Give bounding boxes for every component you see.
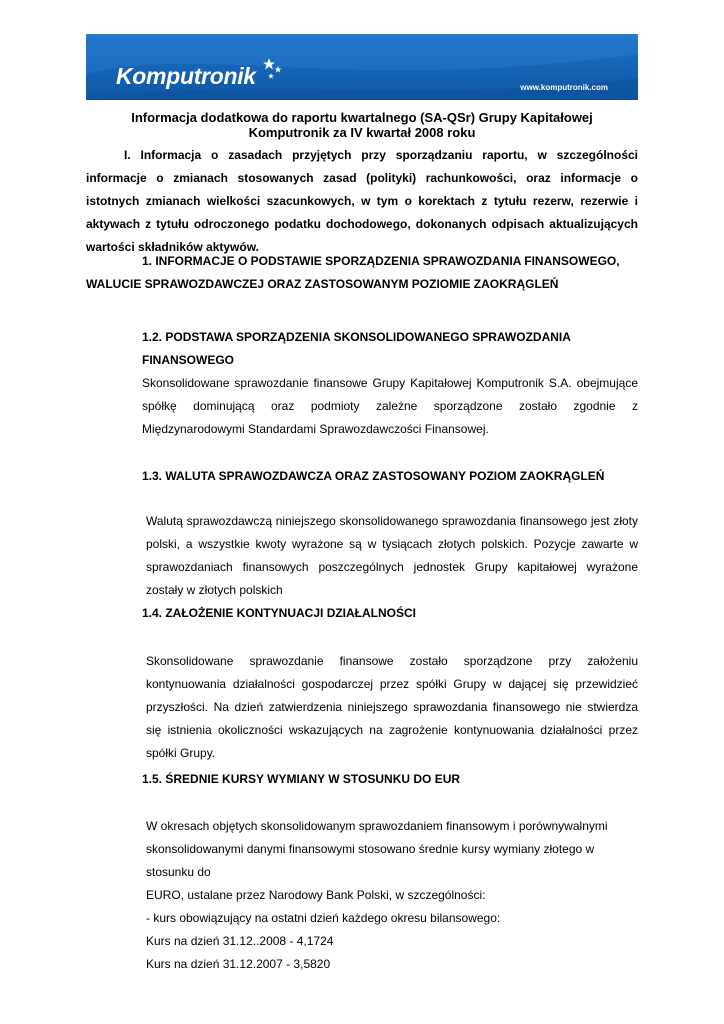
- document-title: [86, 110, 638, 140]
- website-url: www.komputronik.com: [520, 83, 608, 92]
- section-1-heading-text: 1. INFORMACJE O PODSTAWIE SPORZĄDZENIA SPRAWOZDANIA FINANSOWEGO, WALUCIE SPRAWOZDAWCZEJ ORAZ ZASTOSOWANYM POZIOMIE ZAOKRĄGLEŃ: [86, 254, 620, 291]
- exchange-text-line: skonsolidowanymi danymi finansowymi stosowano średnie kursy wymiany złotego w stosunku do: [146, 842, 595, 879]
- section-1-4-heading: 1.4. ZAŁOŻENIE KONTYNUACJI DZIAŁALNOŚCI: [142, 606, 417, 620]
- section-1-heading: [86, 250, 638, 296]
- exchange-rate-2008: Kurs na dzień 31.12..2008 - 4,1724: [146, 934, 334, 948]
- exchange-rate-2007: Kurs na dzień 31.12.2007 - 3,5820: [146, 957, 331, 971]
- exchange-text-line: EURO, ustalane przez Narodowy Bank Polski, w szczególności:: [146, 888, 486, 902]
- company-logo: Komputronik: [116, 63, 256, 89]
- logo-stars-icon: [260, 58, 284, 82]
- section-1-3-text: Walutą sprawozdawczą niniejszego skonsolidowanego sprawozdania finansowego jest złoty polski, a wszystkie kwoty wyrażone są w tysiącach złotych polskich. Pozycje zawarte w sprawozdaniach finansowych poszczególnych jednostek Grupy kapitałowej wyrażone zostały w złotych polskich: [146, 514, 638, 597]
- exchange-text-line: W okresach objętych skonsolidowanym sprawozdaniem finansowym i porównywalnymi: [146, 819, 608, 833]
- section-1-4-text: Skonsolidowane sprawozdanie finansowe zostało sporządzone przy założeniu kontynuowania działalności gospodarczej przez spółki Grupy w dającej się przewidzieć przyszłości. Na dzień zatwierdzenia niniejszego sprawozdania finansowego nie stwierdza się istnienia okoliczności wskazujących na zagrożenie kontynuowania działalności przez spółki Grupy.: [146, 654, 638, 760]
- intro-text: I. Informacja o zasadach przyjętych przy sporządzaniu raportu, w szczególności informacje o zmianach stosowanych zasad (polityki) rachunkowości, oraz informacje o istotnych zmianach wielkości szacunkowych, w tym o korektach z tytułu rezerw, rezerwie i aktywach z tytułu odroczonego podatku dochodowego, dokonanych odpisach aktualizujących wartości składników aktywów.: [86, 148, 638, 254]
- intro-paragraph: [86, 144, 638, 259]
- exchange-text-line: - kurs obowiązujący na ostatni dzień każdego okresu bilansowego:: [146, 911, 501, 925]
- section-1-5-heading: 1.5. ŚREDNIE KURSY WYMIANY W STOSUNKU DO EUR: [142, 772, 461, 786]
- section-1-3-heading: 1.3. WALUTA SPRAWOZDAWCZA ORAZ ZASTOSOWANY POZIOM ZAOKRĄGLEŃ: [142, 469, 605, 483]
- section-1-2-text: Skonsolidowane sprawozdanie finansowe Grupy Kapitałowej Komputronik S.A. obejmujące spółkę dominującą oraz podmioty zależne sporządzone zostało zgodnie z Międzynarodowymi Standardami Sprawozdawczości Finansowej.: [142, 376, 638, 436]
- title-line-2: Komputronik za IV kwartał 2008 roku: [248, 125, 476, 140]
- title-line-1: Informacja dodatkowa do raportu kwartalnego (SA-QSr) Grupy Kapitałowej: [131, 110, 593, 125]
- header-banner: [86, 34, 638, 100]
- section-1-2-heading: 1.2. PODSTAWA SPORZĄDZENIA SKONSOLIDOWANEGO SPRAWOZDANIA FINANSOWEGO: [142, 330, 571, 367]
- section-1-5-text: [146, 815, 638, 976]
